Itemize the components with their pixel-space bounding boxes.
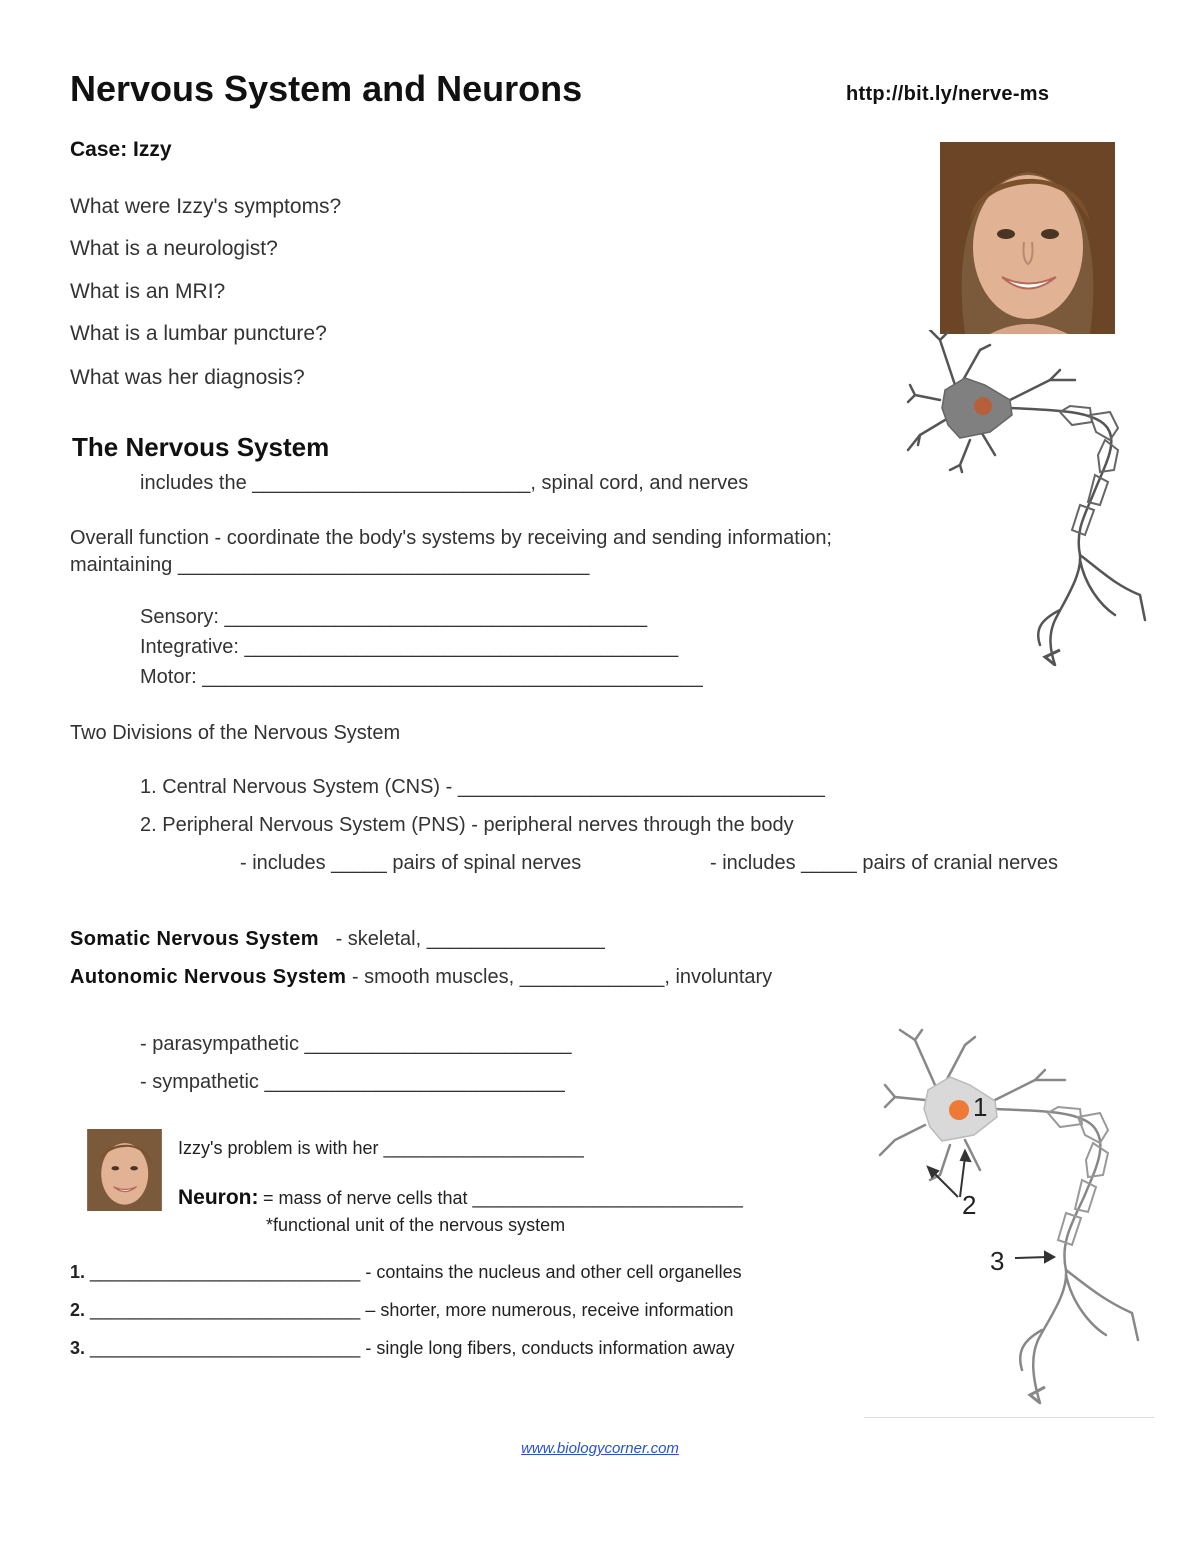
- question-lumbar-puncture: What is a lumbar puncture?: [70, 322, 327, 345]
- question-neurologist: What is a neurologist?: [70, 237, 278, 260]
- problem-line: Izzy's problem is with her ____________________: [178, 1138, 584, 1158]
- somatic-row: [70, 928, 605, 951]
- cns-line: 1. Central Nervous System (CNS) - _________________________________: [140, 776, 825, 798]
- neuron-item-3: 3. ___________________________ - single long fibers, conducts information away: [70, 1338, 735, 1358]
- neuron-item-2: 2. ___________________________ – shorter, more numerous, receive information: [70, 1300, 734, 1320]
- autonomic-row: [70, 966, 772, 989]
- neuron-diagram-top: [900, 330, 1160, 675]
- nucleus-top: [974, 397, 992, 415]
- parasympathetic-line: - parasympathetic ________________________: [140, 1033, 572, 1055]
- divisions-heading: Two Divisions of the Nervous System: [70, 722, 401, 744]
- header-url[interactable]: http://bit.ly/nerve-ms: [846, 83, 1050, 105]
- nucleus-labeled: [949, 1100, 969, 1120]
- page-title: Nervous System and Neurons: [70, 68, 583, 109]
- footer: [0, 1440, 1200, 1457]
- izzy-photo: [940, 142, 1115, 334]
- autonomic-text: - smooth muscles, _____________, involuntary: [351, 966, 773, 988]
- somatic-label: Somatic Nervous System: [70, 928, 319, 950]
- cranial-nerves-line: - includes _____ pairs of cranial nerves: [710, 852, 1058, 874]
- diagram-label-2: 2: [962, 1190, 977, 1220]
- neuron-def-row: [178, 1186, 743, 1210]
- autonomic-label: Autonomic Nervous System: [70, 966, 347, 988]
- neuron-item-1: 1. ___________________________ - contains the nucleus and other cell organelles: [70, 1262, 742, 1282]
- sensory-line: Sensory: ______________________________________: [140, 606, 648, 628]
- sympathetic-line: - sympathetic ___________________________: [140, 1071, 565, 1093]
- somatic-text: - skeletal, ________________: [335, 928, 605, 950]
- neuron-definition: = mass of nerve cells that ___________________________: [262, 1188, 743, 1208]
- izzy-photo-small: [87, 1129, 162, 1211]
- neuron-label: Neuron:: [178, 1186, 259, 1209]
- motor-line: Motor: _____________________________________________: [140, 666, 703, 688]
- case-heading: Case: Izzy: [70, 138, 172, 161]
- neuron-diagram-labeled: [870, 1025, 1160, 1410]
- diagram-label-3: 3: [990, 1246, 1005, 1276]
- nervous-system-heading: The Nervous System: [72, 432, 330, 462]
- diagram-label-1: 1: [973, 1092, 988, 1122]
- function-line-2: maintaining _____________________________________: [70, 554, 590, 576]
- pns-line: 2. Peripheral Nervous System (PNS) - peripheral nerves through the body: [140, 814, 794, 836]
- question-diagnosis: What was her diagnosis?: [70, 366, 305, 389]
- footer-link[interactable]: www.biologycorner.com: [521, 1440, 679, 1457]
- function-line-1: Overall function - coordinate the body's systems by receiving and sending information;: [70, 527, 832, 549]
- includes-line: includes the _________________________, spinal cord, and nerves: [140, 472, 749, 494]
- question-symptoms: What were Izzy's symptoms?: [70, 195, 342, 218]
- neuron-note: *functional unit of the nervous system: [266, 1215, 566, 1235]
- integrative-line: Integrative: _______________________________________: [140, 636, 679, 658]
- question-mri: What is an MRI?: [70, 280, 226, 303]
- spinal-nerves-line: - includes _____ pairs of spinal nerves: [240, 852, 582, 874]
- divider-line: [864, 1417, 1154, 1418]
